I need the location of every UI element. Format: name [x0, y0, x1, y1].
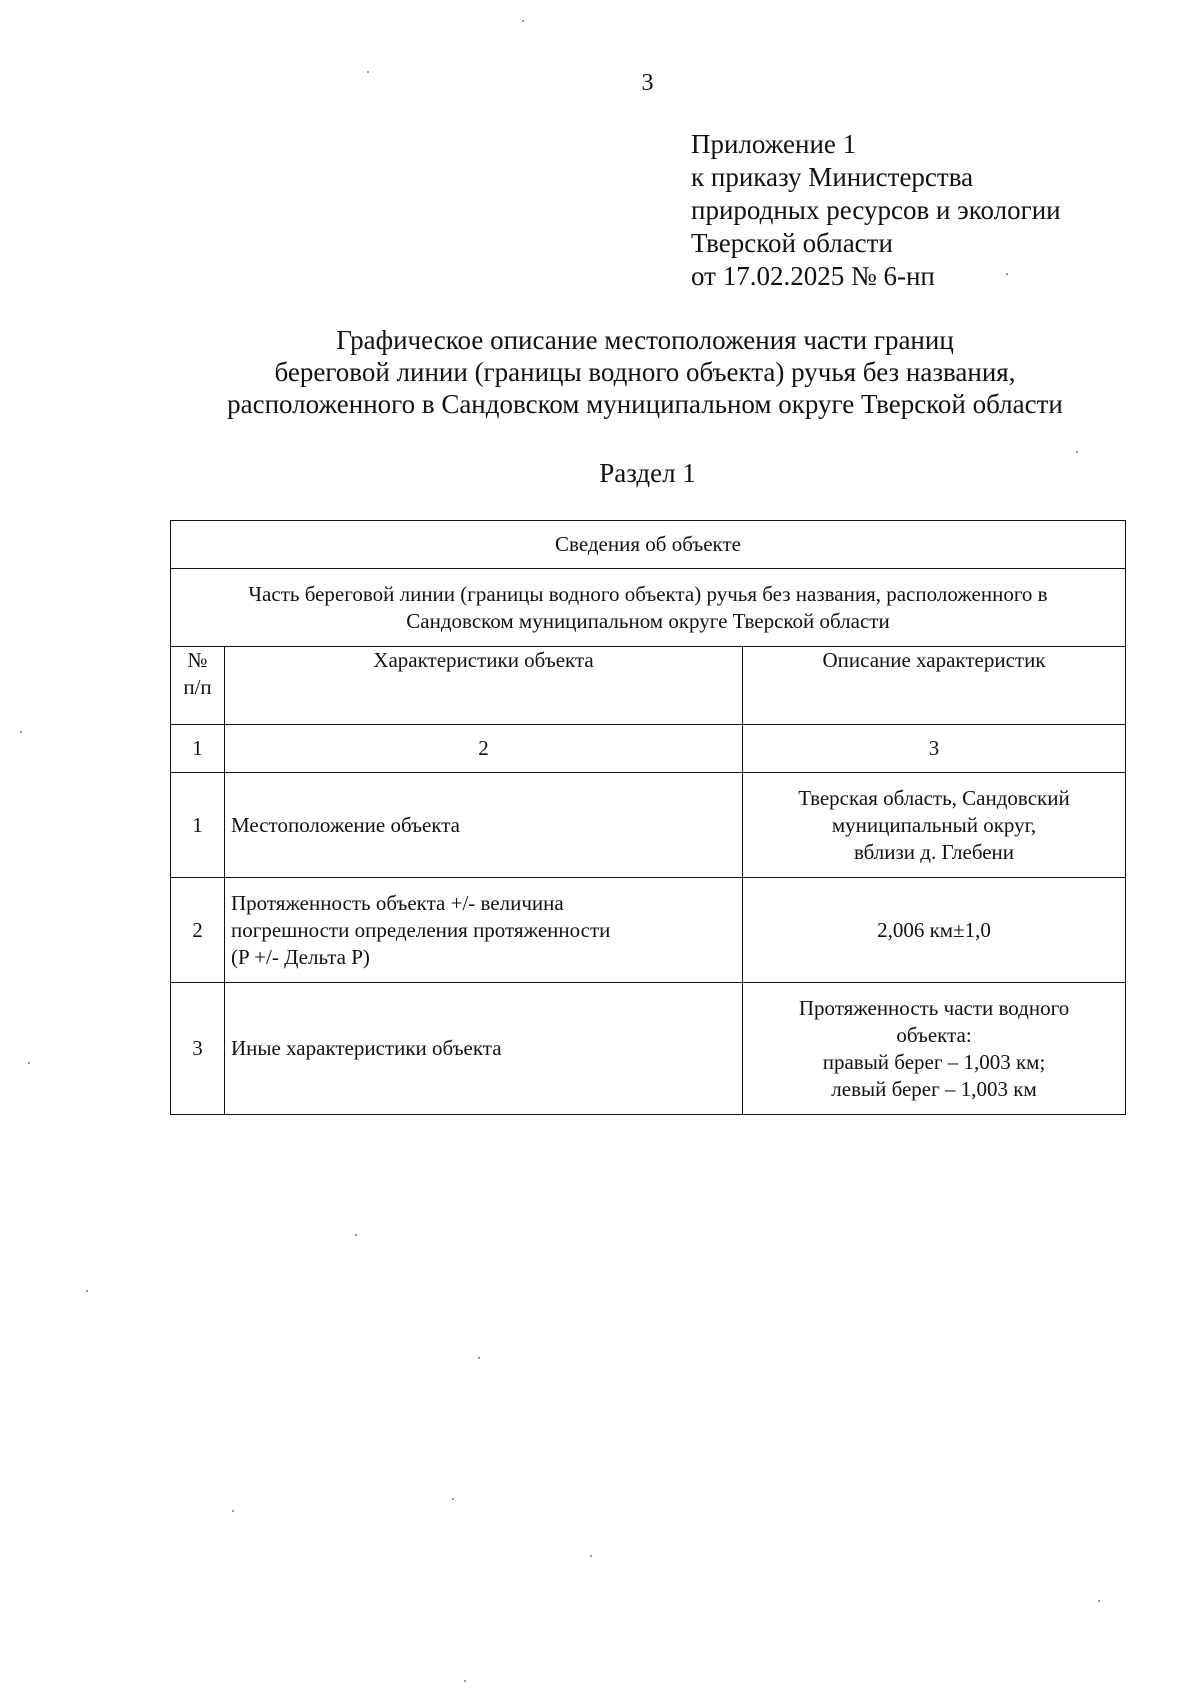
page-number: 3 — [641, 70, 654, 96]
characteristic-line: Протяженность объекта +/- величина — [231, 890, 564, 915]
scan-speck — [28, 1062, 30, 1064]
appendix-line: Тверской области — [691, 228, 893, 258]
scan-speck — [522, 20, 524, 22]
object-name-line: Сандовском муниципальном округе Тверской области — [406, 608, 890, 633]
column-header-num — [171, 647, 225, 725]
characteristic-line: Иные характеристики объекта — [231, 1036, 502, 1060]
scan-speck — [232, 1510, 234, 1512]
table-row — [171, 773, 1126, 878]
column-number: 3 — [743, 725, 1126, 773]
column-header-row — [171, 647, 1126, 725]
title-line: расположенного в Сандовском муниципальном округе Тверской области — [227, 389, 1063, 419]
characteristic-line: (P +/- Дельта P) — [231, 944, 370, 969]
scan-speck — [1098, 1600, 1100, 1602]
row-characteristic — [225, 983, 743, 1115]
object-name-row — [171, 569, 1126, 647]
scan-speck — [1006, 273, 1008, 275]
description-line: левый берег – 1,003 км — [831, 1076, 1037, 1101]
description-line: правый берег – 1,003 км; — [822, 1049, 1046, 1074]
appendix-line: природных ресурсов и экологии — [691, 195, 1061, 225]
row-number: 3 — [171, 983, 225, 1115]
appendix-line: от 17.02.2025 № 6-нп — [691, 261, 935, 291]
row-number: 1 — [171, 773, 225, 878]
column-header-num-line: п/п — [183, 675, 212, 699]
appendix-reference — [691, 128, 1061, 293]
scan-speck — [86, 1290, 88, 1292]
info-header: Сведения об объекте — [171, 521, 1126, 569]
scan-speck — [20, 731, 22, 733]
characteristic-line: погрешности определения протяженности — [231, 917, 611, 942]
row-description — [743, 983, 1126, 1115]
characteristic-line: Местоположение объекта — [231, 812, 461, 837]
description-line: Протяженность части водного — [798, 995, 1070, 1020]
scan-speck — [367, 71, 369, 73]
row-characteristic — [225, 878, 743, 983]
object-info-table — [170, 520, 1126, 1115]
object-name-line: Часть береговой линии (границы водного объекта) ручья без названия, расположенного в — [248, 581, 1048, 606]
column-number: 1 — [171, 725, 225, 773]
document-title — [160, 324, 1130, 420]
appendix-line: Приложение 1 — [691, 129, 857, 159]
table-header-row — [171, 521, 1126, 569]
description-line: муниципальный округ, — [831, 812, 1037, 837]
row-characteristic — [225, 773, 743, 878]
description-line: 2,006 км±1,0 — [877, 917, 991, 942]
scan-speck — [355, 1234, 357, 1236]
row-description — [743, 878, 1126, 983]
title-line: береговой линии (границы водного объекта) ручья без названия, — [274, 357, 1016, 387]
section-title: Раздел 1 — [599, 458, 696, 488]
scan-speck — [1076, 451, 1078, 453]
column-header-characteristics: Характеристики объекта — [225, 647, 743, 725]
row-number: 2 — [171, 878, 225, 983]
object-name-cell — [171, 569, 1126, 647]
scan-speck — [478, 1357, 480, 1359]
appendix-line: к приказу Министерства — [691, 162, 974, 192]
table-row — [171, 983, 1126, 1115]
description-line: вблизи д. Глебени — [853, 839, 1015, 864]
column-header-num-line: № — [187, 648, 208, 672]
column-number: 2 — [225, 725, 743, 773]
table-row — [171, 878, 1126, 983]
scan-speck — [464, 1680, 466, 1682]
description-line: Тверская область, Сандовский — [798, 785, 1070, 810]
scan-speck — [590, 1555, 592, 1557]
title-line: Графическое описание местоположения части границ — [336, 325, 954, 355]
description-line: объекта: — [896, 1022, 972, 1047]
scan-speck — [452, 1498, 454, 1500]
row-description — [743, 773, 1126, 878]
column-header-description: Описание характеристик — [743, 647, 1126, 725]
column-numbers-row — [171, 725, 1126, 773]
